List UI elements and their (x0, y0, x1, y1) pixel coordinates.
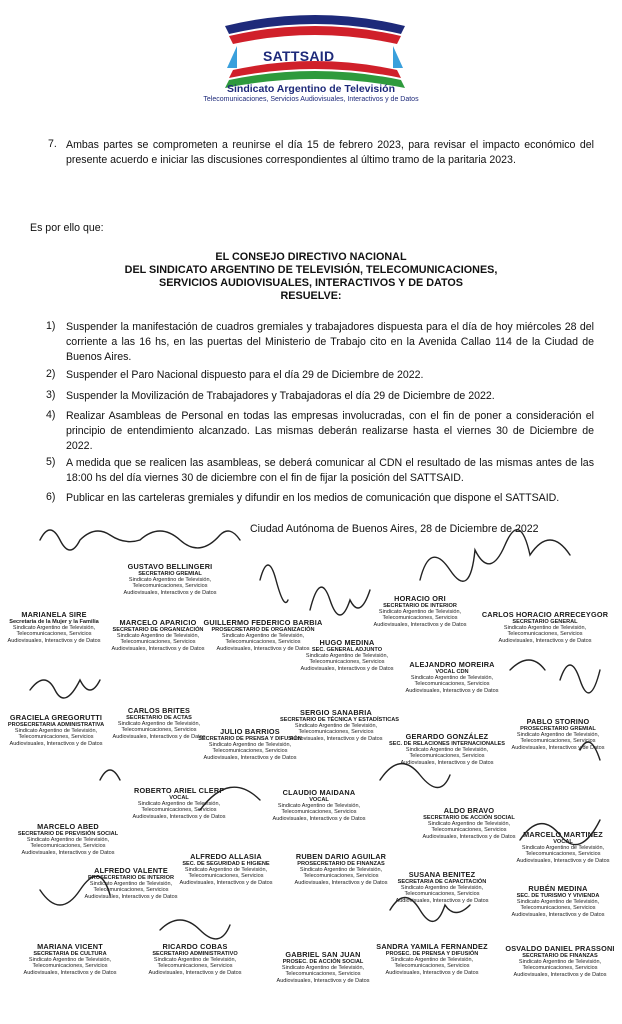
signatory-name: RICARDO COBAS (162, 942, 228, 951)
signatory-name: ROBERTO ARIEL CLERF (133, 786, 224, 795)
signatory-name: ALDO BRAVO (443, 806, 495, 815)
signatory-name: MARIANA VICENT (37, 942, 103, 951)
signatory-role: VOCAL (309, 797, 329, 803)
signatory-org: Sindicato Argentino de Televisión, Telecomunicaciones, Servicios Audiovisuales, Interactivos y de Datos (111, 633, 205, 652)
signatory-org: Sindicato Argentino de Televisión, Telecomunicaciones, Servicios Audiovisuales, Interactivos y de Datos (400, 747, 494, 766)
signatory-name: JULIO BARRIOS (220, 727, 280, 736)
logo-wordmark: SATTSAID (263, 48, 335, 64)
signatory-org: Sindicato Argentino de Televisión, Telecomunicaciones, Servicios Audiovisuales, Interactivos y de Datos (7, 625, 101, 644)
resolution-item: A medida que se realicen las asambleas, se deberá comunicar al CDN el resultado de las mismas antes de las 18:00 hs del día viernes 30 de diciembre con el fin de fijar la posición del SATTSAID. (66, 457, 594, 484)
signatory-role: PROSECRETARIO DE FINANZAS (297, 861, 385, 867)
signatory-role: SEC. GENERAL ADJUNTO (311, 647, 383, 653)
signatory-org: Sindicato Argentino de Televisión, Telecomunicaciones, Servicios Audiovisuales, Interactivos y de Datos (148, 957, 242, 976)
signatory-name: CARLOS HORACIO ARRECEYGOR (481, 610, 609, 619)
signatory-name: RUBEN DARIO AGUILAR (295, 852, 387, 861)
signatory-name: GRACIELA GREGORUTTI (9, 713, 103, 722)
signatory-org: Sindicato Argentino de Televisión, Telecomunicaciones, Servicios Audiovisuales, Interactivos y de Datos (395, 885, 489, 904)
signatory (370, 942, 494, 976)
signatory-role: SEC. DE RELACIONES INTERNACIONALES (389, 741, 505, 747)
signatory (286, 638, 408, 672)
signatory-org: Sindicato Argentino de Televisión, Telecomunicaciones, Servicios Audiovisuales, Interactivos y de Datos (289, 723, 383, 742)
signatory-role: VOCAL CDN (435, 669, 469, 675)
signatory-org: Sindicato Argentino de Televisión, Telecomunicaciones, Servicios Audiovisuales, Interactivos y de Datos (373, 609, 467, 628)
signatory (100, 562, 240, 596)
signatory-role: SECRETARIA DE CAPACITACIÓN (397, 879, 487, 885)
signatory-name: ALEJANDRO MOREIRA (409, 660, 495, 669)
signatory-org: Sindicato Argentino de Televisión, Telecomunicaciones, Servicios Audiovisuales, Interactivos y de Datos (498, 625, 592, 644)
signatory-name: CLAUDIO MAIDANA (282, 788, 356, 797)
signatory-role: SECRETARIO DE ORGANIZACIÓN (112, 627, 204, 633)
signatory-name: MARCELO ABED (37, 822, 99, 831)
place-and-date: Ciudad Autónoma de Buenos Aires, 28 de Diciembre de 2022 (250, 523, 539, 535)
signatory-name: CARLOS BRITES (127, 706, 191, 715)
signatory (260, 788, 378, 822)
signatory (384, 870, 500, 904)
signatory-name: GUILLERMO FEDERICO BARBIA (203, 618, 323, 627)
item-number: 7. (48, 138, 57, 150)
intro-text: Es por ello que: (30, 222, 104, 234)
signatory-role: SECRETARIO DE TÉCNICA Y ESTADÍSTICAS (280, 717, 400, 723)
signatory (0, 610, 108, 644)
signatory (264, 950, 382, 984)
signatory-role: Secretaria de la Mujer y la Familia (9, 619, 99, 625)
signatory-org: Sindicato Argentino de Televisión, Telecomunicaciones, Servicios Audiovisuales, Interactivos y de Datos (179, 867, 273, 886)
signatory-name: MARCELO APARICIO (119, 618, 197, 627)
signatory-name: ALFREDO VALENTE (94, 866, 168, 875)
signatory-org: Sindicato Argentino de Televisión, Telecomunicaciones, Servicios Audiovisuales, Interactivos y de Datos (84, 881, 178, 900)
signatory-role: PROSEC. DE PRENSA Y DIFUSIÓN (385, 951, 479, 957)
signatory-name: ALFREDO ALLASIA (190, 852, 262, 861)
signatory (496, 884, 620, 918)
signatory (0, 713, 112, 747)
signatory-org: Sindicato Argentino de Televisión, Telecomunicaciones, Servicios Audiovisuales, Interactivos y de Datos (516, 845, 610, 864)
item-number: 3) (46, 389, 56, 401)
signatory-org: Sindicato Argentino de Televisión, Telecomunicaciones, Servicios Audiovisuales, Interactivos y de Datos (272, 803, 366, 822)
signatory (72, 866, 190, 900)
signatory-role: SECRETARIO DE PREVISIÓN SOCIAL (17, 831, 119, 837)
signatory-role: VOCAL (553, 839, 573, 845)
signatory-role: PROSECRETARIO DE INTERIOR (88, 875, 174, 881)
signatory-role: SECRETARIA DE CULTURA (33, 951, 107, 957)
signatory-role: SECRETARIO DE ACTAS (126, 715, 192, 721)
signatory-name: RUBÉN MEDINA (528, 884, 588, 893)
signatory-org: Sindicato Argentino de Televisión, Telecomunicaciones, Servicios Audiovisuales, Interactivos y de Datos (511, 732, 605, 751)
signatory (104, 618, 212, 652)
signatory-role: PROSECRETARIO DE ORGANIZACIÓN (211, 627, 315, 633)
signatory-role: SEC. DE TURISMO Y VIVIENDA (516, 893, 600, 899)
signatory-org: Sindicato Argentino de Televisión, Telecomunicaciones, Servicios Audiovisuales, Interactivos y de Datos (300, 653, 394, 672)
signatory-name: SUSANA BENITEZ (408, 870, 476, 879)
signatory-org: Sindicato Argentino de Televisión, Telecomunicaciones, Servicios Audiovisuales, Interactivos y de Datos (123, 577, 217, 596)
signatory (190, 727, 310, 761)
signatory-org: Sindicato Argentino de Televisión, Telecomunicaciones, Servicios Audiovisuales, Interactivos y de Datos (422, 821, 516, 840)
signatory (282, 852, 400, 886)
signatory (386, 732, 508, 766)
signatory (355, 594, 485, 628)
signatory-org: Sindicato Argentino de Televisión, Telecomunicaciones, Servicios Audiovisuales, Interactivos y de Datos (405, 675, 499, 694)
signatory (504, 830, 622, 864)
signatory-org: Sindicato Argentino de Televisión, Telecomunicaciones, Servicios Audiovisuales, Interactivos y de Datos (276, 965, 370, 984)
signatory-role: SECRETARIO DE PRENSA Y DIFUSIÓN (198, 736, 302, 742)
signatory-role: PROSECRETARIO GREMIAL (520, 726, 596, 732)
signatory-org: Sindicato Argentino de Televisión, Telecomunicaciones, Servicios Audiovisuales, Interactivos y de Datos (132, 801, 226, 820)
signatory-role: SECRETARIO ADMINISTRATIVO (152, 951, 238, 957)
resolution-title-line: RESUELVE: (280, 290, 342, 302)
signatory-role: SEC. DE SEGURIDAD E HIGIENE (182, 861, 270, 867)
signatory-name: SANDRA YAMILA FERNANDEZ (376, 942, 488, 951)
resolution-item: Suspender la manifestación de cuadros gremiales y trabajadores dispuesta para el día de hoy miércoles 28 del corriente a las 16 hs, en las puertas del Ministerio de Trabajo cito en la Avenida Callao 114 de la Ciudad de Buenos Aires. (66, 321, 594, 363)
signatory-name: GERARDO GONZÁLEZ (405, 732, 489, 741)
signatory-org: Sindicato Argentino de Televisión, Telecomunicaciones, Servicios Audiovisuales, Interactivos y de Datos (513, 959, 607, 978)
resolution-title-line: DEL SINDICATO ARGENTINO DE TELEVISIÓN, TELECOMUNICACIONES, (124, 264, 498, 276)
resolution-title-line: SERVICIOS AUDIOVISUALES, INTERACTIVOS Y DE DATOS (159, 277, 463, 289)
signatory (498, 944, 622, 978)
org-subtitle: Telecomunicaciones, Servicios Audiovisuales, Interactivos y de Datos (203, 96, 419, 103)
signatory (12, 822, 124, 856)
signatory-org: Sindicato Argentino de Televisión, Telecomunicaciones, Servicios Audiovisuales, Interactivos y de Datos (9, 728, 103, 747)
signatory (14, 942, 126, 976)
signatory (496, 717, 620, 751)
signatory-name: GABRIEL SAN JUAN (285, 950, 361, 959)
signatory-name: HUGO MEDINA (319, 638, 375, 647)
item-number: 6) (46, 491, 56, 503)
signatory-role: SECRETARIO DE INTERIOR (383, 603, 457, 609)
signatory-role: SECRETARIO DE ACCIÓN SOCIAL (423, 815, 515, 821)
signatory (136, 942, 254, 976)
signatory-name: OSVALDO DANIEL PRASSONI (505, 944, 615, 953)
resolution-title-line: EL CONSEJO DIRECTIVO NACIONAL (215, 251, 407, 263)
resolution-item: Suspender la Movilización de Trabajadores y Trabajadoras el día 29 de Diciembre de 2022. (66, 390, 495, 402)
signatory-role: SECRETARIO GREMIAL (138, 571, 202, 577)
signatory-role: SECRETARIO DE FINANZAS (522, 953, 598, 959)
item-number: 4) (46, 409, 56, 421)
signatory-name: HORACIO ORI (394, 594, 446, 603)
item-number: 5) (46, 456, 56, 468)
signatory-org: Sindicato Argentino de Televisión, Telecomunicaciones, Servicios Audiovisuales, Interactivos y de Datos (21, 837, 115, 856)
signatory-name: MARCELO MARTINEZ (523, 830, 603, 839)
signatory-org: Sindicato Argentino de Televisión, Telecomunicaciones, Servicios Audiovisuales, Interactivos y de Datos (216, 633, 310, 652)
paragraph-7: Ambas partes se comprometen a reunirse el día 15 de febrero 2023, para revisar el impacto económico del presente acuerdo e iniciar las discusiones correspondientes al último tramo de la paritaria 2023. (66, 139, 594, 166)
resolution-item: Publicar en las carteleras gremiales y difundir en los medios de comunicación que dispone el SATTSAID. (66, 492, 560, 504)
item-number: 1) (46, 320, 56, 332)
signatory-org: Sindicato Argentino de Televisión, Telecomunicaciones, Servicios Audiovisuales, Interactivos y de Datos (385, 957, 479, 976)
signatory-org: Sindicato Argentino de Televisión, Telecomunicaciones, Servicios Audiovisuales, Interactivos y de Datos (23, 957, 117, 976)
signatory (470, 610, 620, 644)
signatory-org: Sindicato Argentino de Televisión, Telecomunicaciones, Servicios Audiovisuales, Interactivos y de Datos (112, 721, 206, 740)
signatory-name: MARIANELA SIRE (21, 610, 87, 619)
signatory-role: SECRETARIO GENERAL (512, 619, 578, 625)
signatory-name: SERGIO SANABRIA (300, 708, 372, 717)
signatory-org: Sindicato Argentino de Televisión, Telecomunicaciones, Servicios Audiovisuales, Interactivos y de Datos (203, 742, 297, 761)
signatory (396, 660, 508, 694)
item-number: 2) (46, 368, 56, 380)
signatory-role: PROSECRETARIA ADMINISTRATIVA (7, 722, 105, 728)
signatory-org: Sindicato Argentino de Televisión, Telecomunicaciones, Servicios Audiovisuales, Interactivos y de Datos (294, 867, 388, 886)
signatory-role: VOCAL (169, 795, 189, 801)
signatory-name: GUSTAVO BELLINGERI (127, 562, 213, 571)
resolution-item: Suspender el Paro Nacional dispuesto para el día 29 de Diciembre de 2022. (66, 369, 424, 381)
signatory-name: PABLO STORINO (526, 717, 590, 726)
signatory-role: PROSEC. DE ACCIÓN SOCIAL (282, 959, 364, 965)
org-name: Sindicato Argentino de Televisión (226, 83, 396, 95)
signatory-org: Sindicato Argentino de Televisión, Telecomunicaciones, Servicios Audiovisuales, Interactivos y de Datos (511, 899, 605, 918)
signatory (120, 786, 238, 820)
resolution-item: Realizar Asambleas de Personal en todas las empresas involucradas, con el fin de poner a consideración el principio de entendimiento alcanzado. Las mismas deberán realizarse hasta el viernes 30 de Diciembre de 2022. (66, 410, 594, 452)
